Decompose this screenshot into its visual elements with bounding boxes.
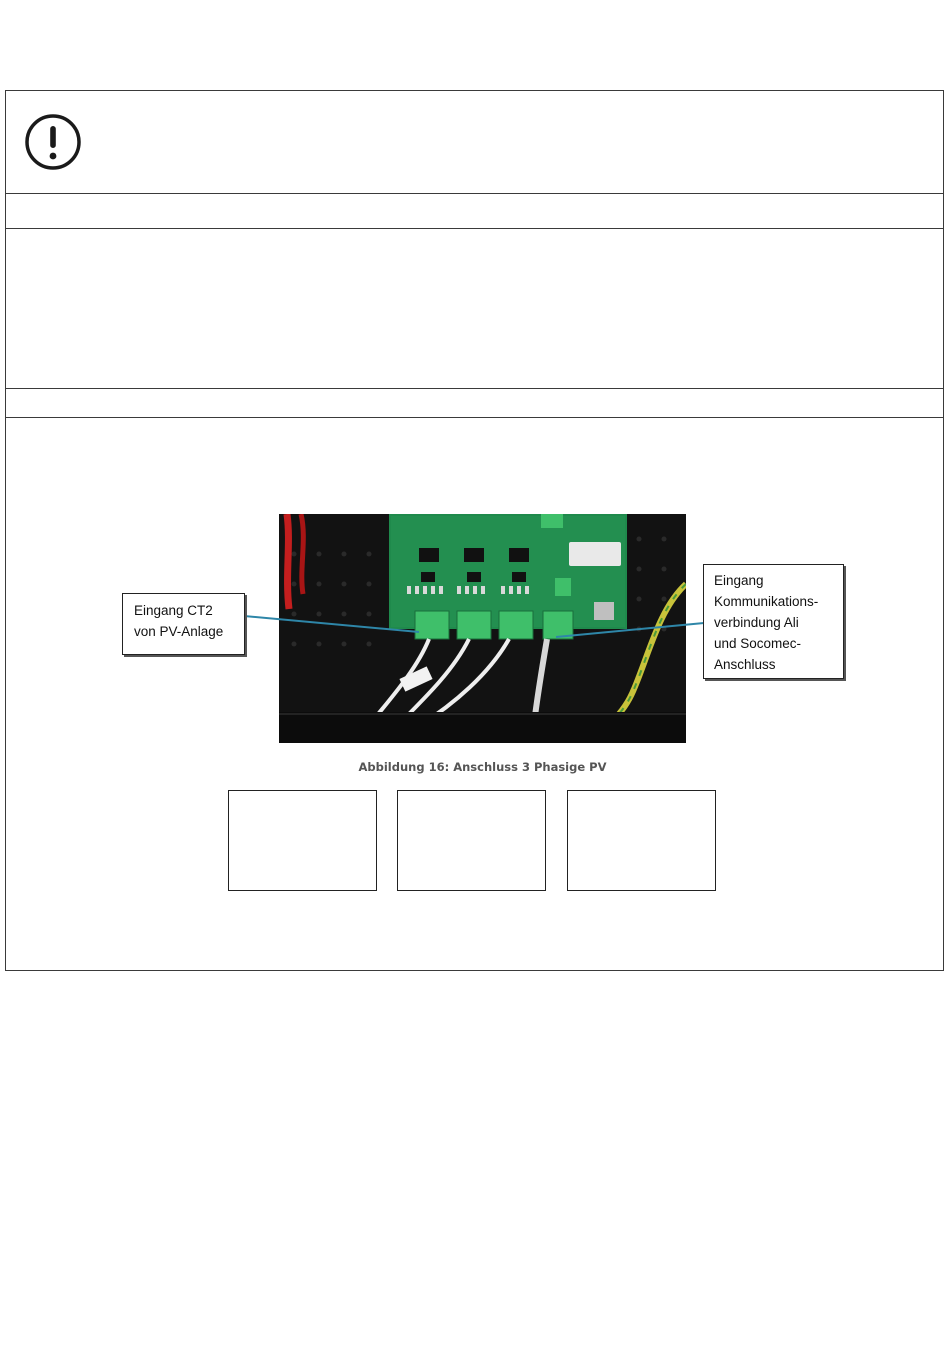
empty-frame (397, 790, 546, 891)
callout-ct2-input (122, 593, 245, 655)
callout-communication-input (703, 564, 844, 679)
table-divider (6, 193, 943, 194)
callout-left-leader (244, 610, 424, 640)
callout-line: von PV-Anlage (134, 624, 224, 639)
callout-line: Eingang CT2 (134, 603, 213, 618)
figure-caption: Abbildung 16: Anschluss 3 Phasige PV (358, 760, 607, 774)
callout-line: Kommunikations- (714, 594, 819, 609)
table-divider (6, 417, 943, 418)
callout-right-leader (556, 615, 706, 645)
table-divider (6, 228, 943, 229)
table-divider (6, 388, 943, 389)
empty-frame (567, 790, 716, 891)
empty-frame (228, 790, 377, 891)
exclamation-circle-icon (24, 113, 82, 171)
callout-line: Anschluss (714, 657, 776, 672)
callout-line: und Socomec- (714, 636, 802, 651)
callout-line: Eingang (714, 573, 764, 588)
callout-line: verbindung Ali (714, 615, 799, 630)
